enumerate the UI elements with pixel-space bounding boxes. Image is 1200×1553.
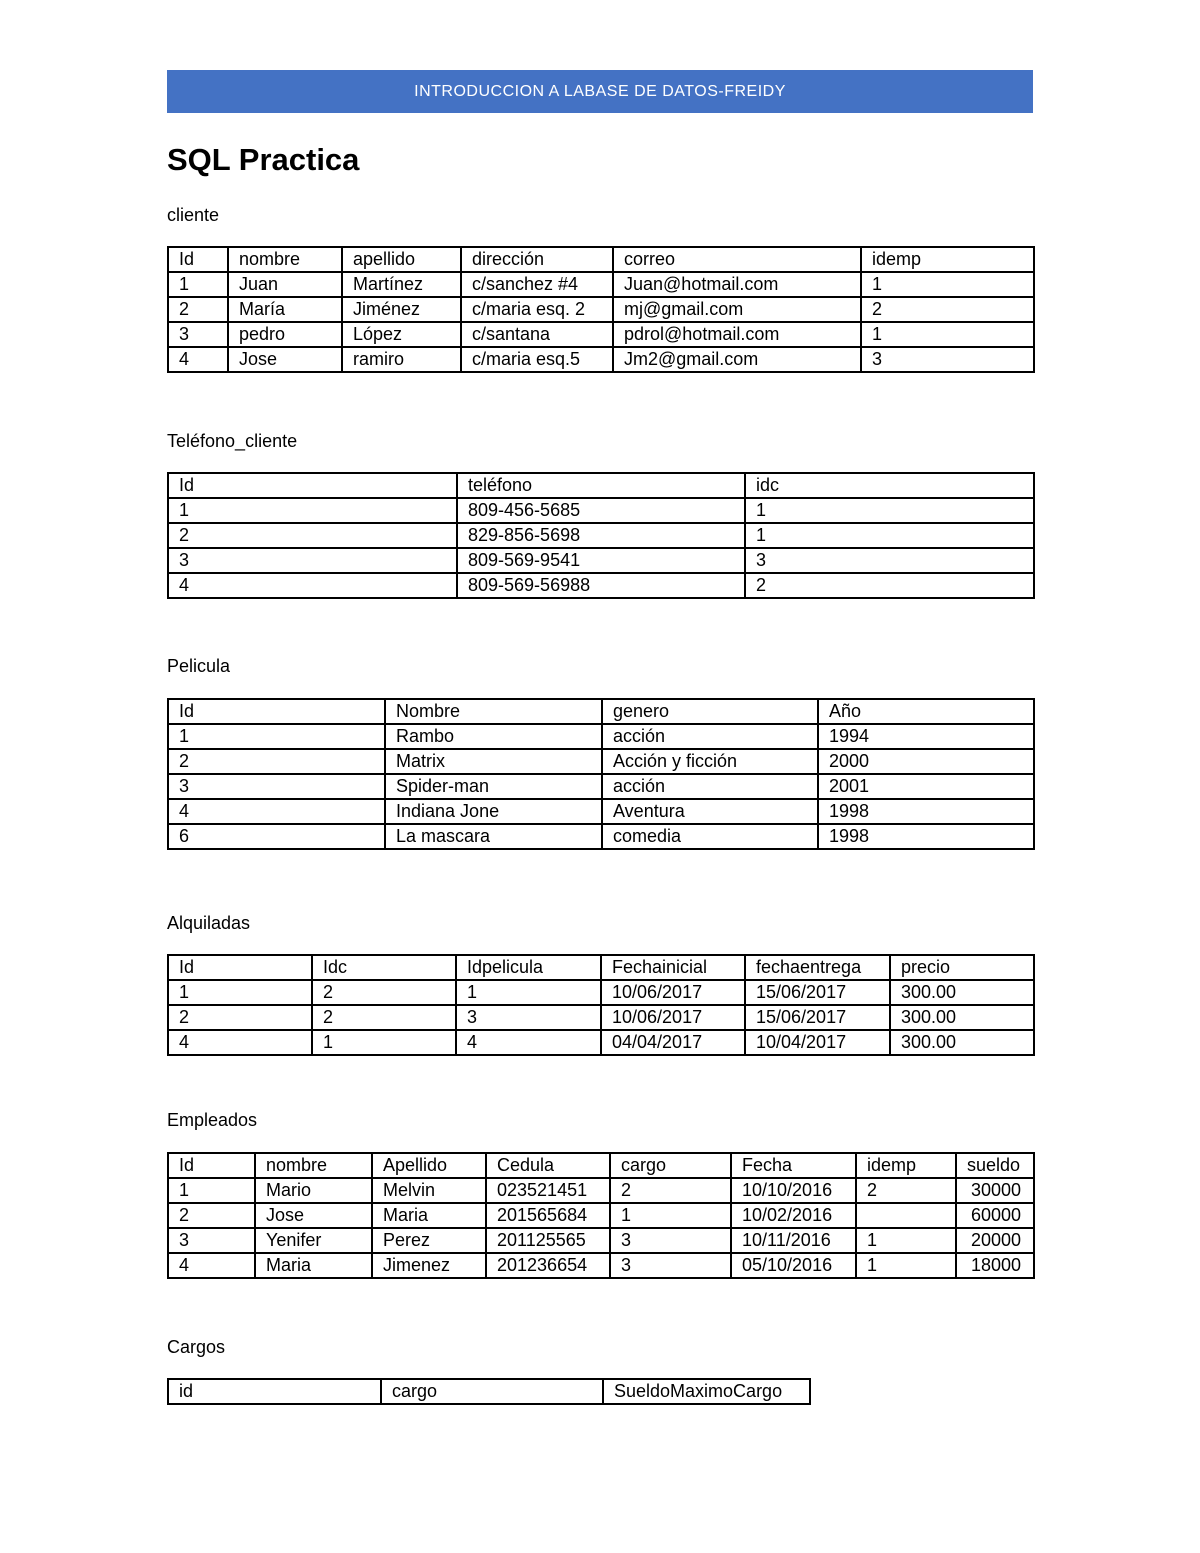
table-cell: 3 (610, 1228, 731, 1253)
table-cell: 10/06/2017 (601, 980, 745, 1005)
column-header: Idpelicula (456, 955, 601, 980)
table-row (168, 297, 1034, 322)
table-cell: 300.00 (890, 980, 1034, 1005)
table-cell: 1 (856, 1253, 956, 1278)
table-cell: 04/04/2017 (601, 1030, 745, 1055)
table-cell: 201125565 (486, 1228, 610, 1253)
table-cell: 1998 (818, 799, 1034, 824)
table-cell: Acción y ficción (602, 749, 818, 774)
table-cliente (167, 246, 1035, 373)
table-telefono-cliente (167, 472, 1035, 599)
column-header: Id (168, 247, 228, 272)
table-cell: acción (602, 774, 818, 799)
table-row (168, 523, 1034, 548)
column-header: idemp (861, 247, 1034, 272)
table-cell: 4 (456, 1030, 601, 1055)
table-cell: Maria (372, 1203, 486, 1228)
table-cell: pedro (228, 322, 342, 347)
table-cell: 4 (168, 573, 457, 598)
table-row (168, 498, 1034, 523)
table-cell: 4 (168, 799, 385, 824)
table-alquiladas (167, 954, 1035, 1056)
table-row (168, 749, 1034, 774)
table-cell: Melvin (372, 1178, 486, 1203)
table-cell: 3 (745, 548, 1034, 573)
table-row (168, 1228, 1034, 1253)
table-cell: 1 (861, 322, 1034, 347)
column-header: genero (602, 699, 818, 724)
table-row (168, 272, 1034, 297)
column-header: sueldo (956, 1153, 1034, 1178)
column-header: idc (745, 473, 1034, 498)
header-text: INTRODUCCION A LABASE DE DATOS-FREIDY (414, 82, 786, 100)
table-row (168, 774, 1034, 799)
table-cell: acción (602, 724, 818, 749)
table-header-row (168, 1379, 810, 1404)
table-cell: 1 (610, 1203, 731, 1228)
table-cell: 18000 (956, 1253, 1034, 1278)
table-cell: 2000 (818, 749, 1034, 774)
table-cell: 3 (610, 1253, 731, 1278)
table-cell: 4 (168, 1253, 255, 1278)
table-cell: 300.00 (890, 1005, 1034, 1030)
column-header: Cedula (486, 1153, 610, 1178)
table-cell: Rambo (385, 724, 602, 749)
table-cell: Jimenez (372, 1253, 486, 1278)
column-header: teléfono (457, 473, 745, 498)
table-cell: 1 (168, 980, 312, 1005)
column-header: correo (613, 247, 861, 272)
table-cell: Jose (228, 347, 342, 372)
table-cell: 1 (168, 724, 385, 749)
table-cell: Jm2@gmail.com (613, 347, 861, 372)
table-row (168, 1005, 1034, 1030)
table-cell: 10/02/2016 (731, 1203, 856, 1228)
table-cell: 2 (861, 297, 1034, 322)
table-cell: María (228, 297, 342, 322)
table-cell: Yenifer (255, 1228, 372, 1253)
table-cell: 2 (168, 1203, 255, 1228)
column-header: nombre (255, 1153, 372, 1178)
table-cell: 60000 (956, 1203, 1034, 1228)
table-cell: 300.00 (890, 1030, 1034, 1055)
table-cell: c/sanchez #4 (461, 272, 613, 297)
column-header: Apellido (372, 1153, 486, 1178)
table-pelicula (167, 698, 1035, 850)
column-header: SueldoMaximoCargo (603, 1379, 810, 1404)
table-cell: 10/10/2016 (731, 1178, 856, 1203)
table-cell: 1 (745, 523, 1034, 548)
table-row (168, 724, 1034, 749)
column-header: Idc (312, 955, 456, 980)
table-cell: Jose (255, 1203, 372, 1228)
table-cell: 1998 (818, 824, 1034, 849)
table-cell: 15/06/2017 (745, 1005, 890, 1030)
table-label-pelicula: Pelicula (167, 656, 231, 676)
column-header: Id (168, 473, 457, 498)
page-title: SQL Practica (167, 142, 360, 177)
column-header: Año (818, 699, 1034, 724)
table-label-cargos: Cargos (167, 1337, 226, 1357)
table-cell: 2 (745, 573, 1034, 598)
table-cell: 05/10/2016 (731, 1253, 856, 1278)
table-cell: Maria (255, 1253, 372, 1278)
table-cell: Juan@hotmail.com (613, 272, 861, 297)
table-cell: 201565684 (486, 1203, 610, 1228)
table-cell: 829-856-5698 (457, 523, 745, 548)
table-header-row (168, 473, 1034, 498)
table-row (168, 322, 1034, 347)
table-row (168, 824, 1034, 849)
table-cell: 2 (856, 1178, 956, 1203)
table-cell: López (342, 322, 461, 347)
column-header: dirección (461, 247, 613, 272)
table-cell: 3 (168, 1228, 255, 1253)
column-header: Id (168, 1153, 255, 1178)
table-label-cliente: cliente (167, 205, 220, 225)
table-cell: La mascara (385, 824, 602, 849)
table-cell: 1 (745, 498, 1034, 523)
table-cell: Juan (228, 272, 342, 297)
table-cell: 20000 (956, 1228, 1034, 1253)
table-cargos (167, 1378, 811, 1405)
table-row (168, 347, 1034, 372)
table-row (168, 1030, 1034, 1055)
column-header: precio (890, 955, 1034, 980)
table-header-row (168, 247, 1034, 272)
table-cell: pdrol@hotmail.com (613, 322, 861, 347)
table-cell: 2 (610, 1178, 731, 1203)
document-header (167, 70, 1033, 113)
table-cell: comedia (602, 824, 818, 849)
table-row (168, 1203, 1034, 1228)
table-cell (856, 1203, 956, 1228)
column-header: nombre (228, 247, 342, 272)
column-header: Fecha (731, 1153, 856, 1178)
table-cell: Martínez (342, 272, 461, 297)
table-cell: ramiro (342, 347, 461, 372)
table-row (168, 799, 1034, 824)
table-cell: 201236654 (486, 1253, 610, 1278)
table-cell: 3 (168, 548, 457, 573)
table-empleados (167, 1152, 1035, 1279)
column-header: Fechainicial (601, 955, 745, 980)
table-cell: c/maria esq.5 (461, 347, 613, 372)
table-cell: 2 (312, 1005, 456, 1030)
table-cell: 3 (168, 774, 385, 799)
table-cell: 1 (856, 1228, 956, 1253)
table-cell: 2 (168, 749, 385, 774)
table-cell: 1 (861, 272, 1034, 297)
table-cell: Indiana Jone (385, 799, 602, 824)
table-cell: 2001 (818, 774, 1034, 799)
column-header: cargo (610, 1153, 731, 1178)
table-label-empleados: Empleados (167, 1110, 258, 1130)
table-cell: 2 (168, 297, 228, 322)
table-cell: 4 (168, 1030, 312, 1055)
column-header: Id (168, 699, 385, 724)
table-cell: 809-569-56988 (457, 573, 745, 598)
column-header: id (168, 1379, 381, 1404)
table-cell: 2 (168, 1005, 312, 1030)
table-row (168, 980, 1034, 1005)
table-label-alquiladas: Alquiladas (167, 913, 251, 933)
table-cell: 15/06/2017 (745, 980, 890, 1005)
table-header-row (168, 955, 1034, 980)
table-cell: c/maria esq. 2 (461, 297, 613, 322)
table-cell: 30000 (956, 1178, 1034, 1203)
table-cell: 10/06/2017 (601, 1005, 745, 1030)
table-cell: 1 (456, 980, 601, 1005)
column-header: fechaentrega (745, 955, 890, 980)
table-header-row (168, 1153, 1034, 1178)
column-header: Nombre (385, 699, 602, 724)
table-cell: 10/11/2016 (731, 1228, 856, 1253)
table-cell: 10/04/2017 (745, 1030, 890, 1055)
table-cell: 1 (168, 272, 228, 297)
column-header: idemp (856, 1153, 956, 1178)
column-header: cargo (381, 1379, 603, 1404)
table-cell: Jiménez (342, 297, 461, 322)
table-label-telefono-cliente: Teléfono_cliente (167, 431, 298, 451)
table-row (168, 548, 1034, 573)
table-cell: mj@gmail.com (613, 297, 861, 322)
table-cell: Perez (372, 1228, 486, 1253)
table-cell: 1 (168, 1178, 255, 1203)
table-header-row (168, 699, 1034, 724)
table-cell: 1 (312, 1030, 456, 1055)
table-cell: 3 (168, 322, 228, 347)
column-header: Id (168, 955, 312, 980)
table-cell: 2 (168, 523, 457, 548)
table-cell: 2 (312, 980, 456, 1005)
table-cell: Mario (255, 1178, 372, 1203)
table-cell: Matrix (385, 749, 602, 774)
table-cell: 1 (168, 498, 457, 523)
table-cell: 809-456-5685 (457, 498, 745, 523)
column-header: apellido (342, 247, 461, 272)
table-row (168, 1253, 1034, 1278)
table-cell: 1994 (818, 724, 1034, 749)
table-cell: Spider-man (385, 774, 602, 799)
table-cell: 023521451 (486, 1178, 610, 1203)
table-cell: Aventura (602, 799, 818, 824)
table-row (168, 1178, 1034, 1203)
table-cell: 4 (168, 347, 228, 372)
table-cell: 3 (456, 1005, 601, 1030)
table-cell: c/santana (461, 322, 613, 347)
table-row (168, 573, 1034, 598)
table-cell: 809-569-9541 (457, 548, 745, 573)
table-cell: 3 (861, 347, 1034, 372)
table-cell: 6 (168, 824, 385, 849)
